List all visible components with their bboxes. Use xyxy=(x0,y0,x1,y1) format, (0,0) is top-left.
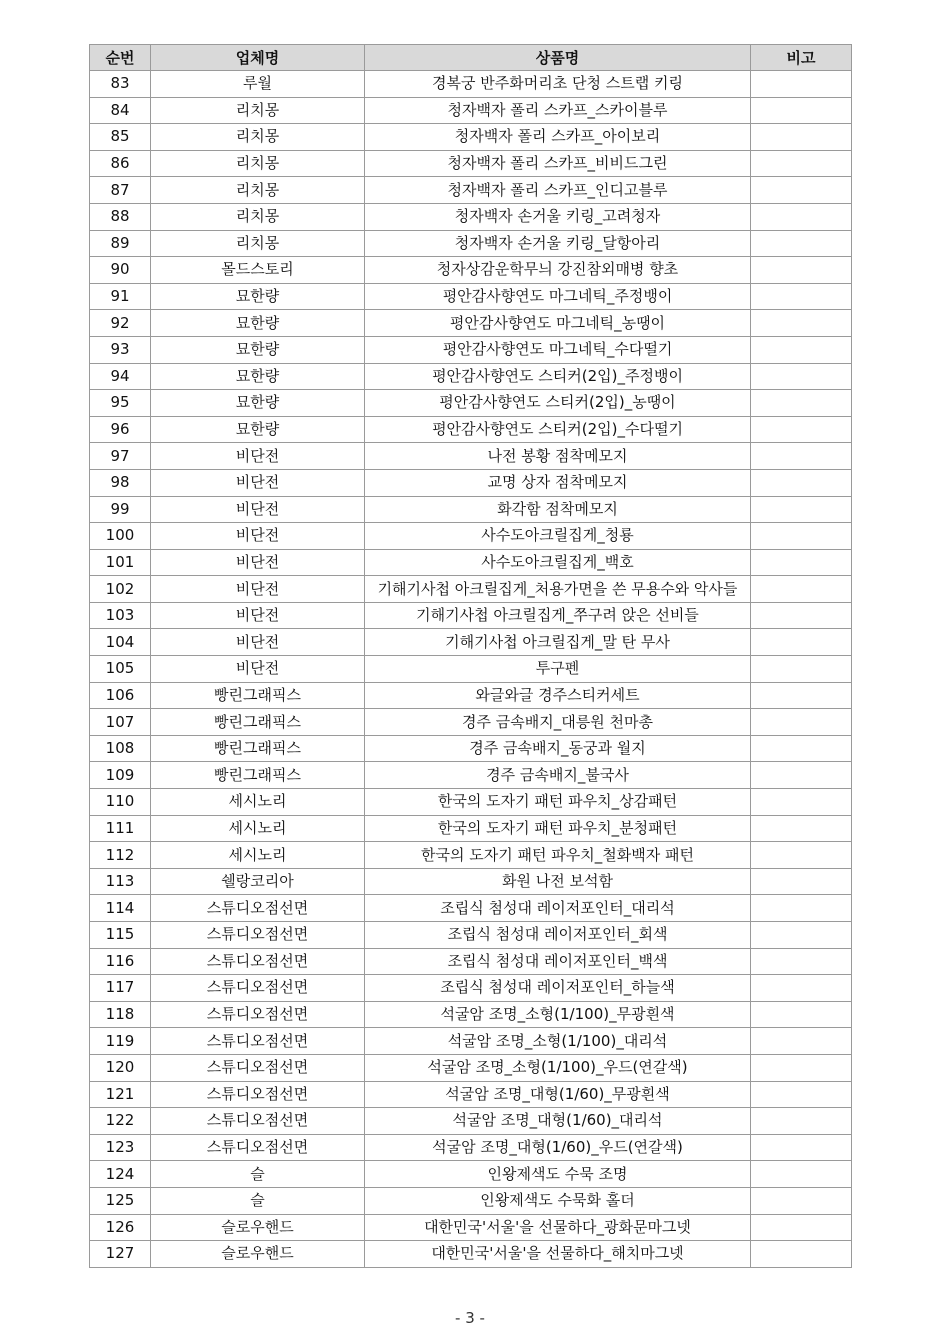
table-row xyxy=(90,682,852,709)
cell-note xyxy=(751,789,852,816)
table-row xyxy=(90,868,852,895)
table-row xyxy=(90,1054,852,1081)
cell-note xyxy=(751,1028,852,1055)
cell-company: 비단전 xyxy=(151,656,365,683)
cell-product: 평안감사향연도 마그네틱_주정뱅이 xyxy=(365,283,751,310)
cell-no: 103 xyxy=(90,602,151,629)
cell-product: 투구펜 xyxy=(365,656,751,683)
cell-note xyxy=(751,868,852,895)
cell-company: 비단전 xyxy=(151,443,365,470)
cell-company: 리치몽 xyxy=(151,150,365,177)
cell-product: 경주 금속배지_불국사 xyxy=(365,762,751,789)
cell-company: 묘한량 xyxy=(151,416,365,443)
cell-company: 묘한량 xyxy=(151,363,365,390)
cell-no: 126 xyxy=(90,1214,151,1241)
cell-product: 평안감사향연도 마그네틱_수다떨기 xyxy=(365,336,751,363)
cell-product: 평안감사향연도 스티커(2입)_농땡이 xyxy=(365,390,751,417)
table-row xyxy=(90,390,852,417)
cell-product: 청자상감운학무늬 강진참외매병 향초 xyxy=(365,257,751,284)
table-row xyxy=(90,1214,852,1241)
table-row xyxy=(90,496,852,523)
cell-company: 비단전 xyxy=(151,549,365,576)
cell-product: 석굴암 조명_소형(1/100)_대리석 xyxy=(365,1028,751,1055)
cell-no: 100 xyxy=(90,523,151,550)
cell-note xyxy=(751,177,852,204)
cell-no: 97 xyxy=(90,443,151,470)
cell-product: 인왕제색도 수묵 조명 xyxy=(365,1161,751,1188)
cell-company: 슬로우핸드 xyxy=(151,1214,365,1241)
cell-product: 기해기사첩 아크릴집게_처용가면을 쓴 무용수와 악사들 xyxy=(365,576,751,603)
table-row xyxy=(90,230,852,257)
cell-company: 비단전 xyxy=(151,523,365,550)
cell-product: 와글와글 경주스티커세트 xyxy=(365,682,751,709)
cell-no: 90 xyxy=(90,257,151,284)
cell-company: 빵린그래픽스 xyxy=(151,735,365,762)
table-row xyxy=(90,948,852,975)
cell-company: 스튜디오점선면 xyxy=(151,1134,365,1161)
table-row xyxy=(90,895,852,922)
table-row xyxy=(90,602,852,629)
cell-note xyxy=(751,656,852,683)
cell-no: 104 xyxy=(90,629,151,656)
table-row xyxy=(90,975,852,1002)
cell-no: 102 xyxy=(90,576,151,603)
cell-company: 리치몽 xyxy=(151,124,365,151)
cell-product: 평안감사향연도 스티커(2입)_주정뱅이 xyxy=(365,363,751,390)
cell-no: 93 xyxy=(90,336,151,363)
cell-company: 스튜디오점선면 xyxy=(151,895,365,922)
table-row xyxy=(90,762,852,789)
cell-product: 석굴암 조명_소형(1/100)_우드(연갈색) xyxy=(365,1054,751,1081)
cell-no: 122 xyxy=(90,1108,151,1135)
table-row xyxy=(90,1108,852,1135)
cell-note xyxy=(751,283,852,310)
table-row xyxy=(90,1001,852,1028)
cell-no: 124 xyxy=(90,1161,151,1188)
table-row xyxy=(90,1081,852,1108)
cell-company: 스튜디오점선면 xyxy=(151,1028,365,1055)
table-row xyxy=(90,549,852,576)
table-row xyxy=(90,1134,852,1161)
cell-product: 화원 나전 보석함 xyxy=(365,868,751,895)
cell-company: 세시노리 xyxy=(151,842,365,869)
table-row xyxy=(90,922,852,949)
cell-note xyxy=(751,815,852,842)
cell-product: 한국의 도자기 패턴 파우치_상감패턴 xyxy=(365,789,751,816)
table-row xyxy=(90,336,852,363)
cell-product: 경주 금속배지_동궁과 월지 xyxy=(365,735,751,762)
table-row xyxy=(90,469,852,496)
cell-product: 석굴암 조명_대형(1/60)_우드(연갈색) xyxy=(365,1134,751,1161)
cell-product: 조립식 첨성대 레이저포인터_대리석 xyxy=(365,895,751,922)
cell-company: 세시노리 xyxy=(151,789,365,816)
cell-no: 127 xyxy=(90,1241,151,1268)
cell-no: 112 xyxy=(90,842,151,869)
table-row xyxy=(90,735,852,762)
cell-no: 89 xyxy=(90,230,151,257)
cell-note xyxy=(751,975,852,1002)
cell-no: 105 xyxy=(90,656,151,683)
cell-product: 조립식 첨성대 레이저포인터_하늘색 xyxy=(365,975,751,1002)
table-row xyxy=(90,523,852,550)
cell-product: 기해기사첩 아크릴집게_말 탄 무사 xyxy=(365,629,751,656)
cell-no: 95 xyxy=(90,390,151,417)
cell-company: 리치몽 xyxy=(151,230,365,257)
table-row xyxy=(90,203,852,230)
table-row xyxy=(90,842,852,869)
table-row xyxy=(90,177,852,204)
cell-company: 묘한량 xyxy=(151,283,365,310)
cell-company: 묘한량 xyxy=(151,310,365,337)
cell-company: 슬 xyxy=(151,1161,365,1188)
cell-note xyxy=(751,71,852,98)
cell-no: 85 xyxy=(90,124,151,151)
cell-no: 88 xyxy=(90,203,151,230)
cell-note xyxy=(751,549,852,576)
cell-no: 120 xyxy=(90,1054,151,1081)
cell-company: 묘한량 xyxy=(151,390,365,417)
cell-note xyxy=(751,150,852,177)
header-row xyxy=(90,45,852,71)
cell-note xyxy=(751,496,852,523)
cell-company: 리치몽 xyxy=(151,97,365,124)
cell-no: 98 xyxy=(90,469,151,496)
table-row xyxy=(90,310,852,337)
cell-company: 비단전 xyxy=(151,576,365,603)
cell-note xyxy=(751,230,852,257)
table-row xyxy=(90,283,852,310)
cell-product: 한국의 도자기 패턴 파우치_분청패턴 xyxy=(365,815,751,842)
cell-company: 쉘랑코리아 xyxy=(151,868,365,895)
cell-company: 비단전 xyxy=(151,496,365,523)
cell-product: 사수도아크릴집게_청룡 xyxy=(365,523,751,550)
cell-note xyxy=(751,895,852,922)
cell-note xyxy=(751,762,852,789)
cell-note xyxy=(751,948,852,975)
cell-no: 114 xyxy=(90,895,151,922)
header-product: 상품명 xyxy=(365,45,751,71)
cell-company: 슬 xyxy=(151,1187,365,1214)
cell-product: 청자백자 폴리 스카프_비비드그린 xyxy=(365,150,751,177)
cell-no: 117 xyxy=(90,975,151,1002)
cell-no: 91 xyxy=(90,283,151,310)
cell-product: 청자백자 폴리 스카프_스카이블루 xyxy=(365,97,751,124)
cell-product: 조립식 첨성대 레이저포인터_백색 xyxy=(365,948,751,975)
cell-note xyxy=(751,922,852,949)
cell-company: 묘한량 xyxy=(151,336,365,363)
cell-note xyxy=(751,602,852,629)
cell-no: 121 xyxy=(90,1081,151,1108)
cell-company: 빵린그래픽스 xyxy=(151,762,365,789)
table-body xyxy=(90,71,852,1268)
cell-company: 스튜디오점선면 xyxy=(151,948,365,975)
cell-no: 116 xyxy=(90,948,151,975)
cell-product: 대한민국'서울'을 선물하다_해치마그넷 xyxy=(365,1241,751,1268)
cell-company: 스튜디오점선면 xyxy=(151,922,365,949)
cell-no: 118 xyxy=(90,1001,151,1028)
cell-product: 석굴암 조명_대형(1/60)_무광흰색 xyxy=(365,1081,751,1108)
table-row xyxy=(90,656,852,683)
cell-company: 스튜디오점선면 xyxy=(151,1108,365,1135)
cell-company: 빵린그래픽스 xyxy=(151,709,365,736)
cell-no: 123 xyxy=(90,1134,151,1161)
cell-company: 스튜디오점선면 xyxy=(151,1081,365,1108)
cell-note xyxy=(751,310,852,337)
cell-note xyxy=(751,363,852,390)
cell-company: 스튜디오점선면 xyxy=(151,975,365,1002)
cell-no: 113 xyxy=(90,868,151,895)
cell-product: 조립식 첨성대 레이저포인터_회색 xyxy=(365,922,751,949)
cell-no: 110 xyxy=(90,789,151,816)
cell-no: 111 xyxy=(90,815,151,842)
cell-note xyxy=(751,735,852,762)
cell-product: 대한민국'서울'을 선물하다_광화문마그넷 xyxy=(365,1214,751,1241)
cell-note xyxy=(751,257,852,284)
cell-company: 몰드스토리 xyxy=(151,257,365,284)
cell-no: 108 xyxy=(90,735,151,762)
table-row xyxy=(90,1187,852,1214)
cell-product: 인왕제색도 수묵화 홀더 xyxy=(365,1187,751,1214)
cell-no: 96 xyxy=(90,416,151,443)
cell-note xyxy=(751,416,852,443)
cell-note xyxy=(751,842,852,869)
cell-product: 석굴암 조명_대형(1/60)_대리석 xyxy=(365,1108,751,1135)
cell-company: 비단전 xyxy=(151,469,365,496)
cell-company: 리치몽 xyxy=(151,177,365,204)
cell-note xyxy=(751,390,852,417)
cell-no: 109 xyxy=(90,762,151,789)
cell-note xyxy=(751,523,852,550)
cell-company: 스튜디오점선면 xyxy=(151,1054,365,1081)
cell-company: 세시노리 xyxy=(151,815,365,842)
cell-product: 평안감사향연도 마그네틱_농땡이 xyxy=(365,310,751,337)
cell-note xyxy=(751,443,852,470)
header-company: 업체명 xyxy=(151,45,365,71)
cell-note xyxy=(751,1001,852,1028)
cell-no: 94 xyxy=(90,363,151,390)
cell-company: 빵린그래픽스 xyxy=(151,682,365,709)
table-row xyxy=(90,97,852,124)
cell-product: 한국의 도자기 패턴 파우치_철화백자 패턴 xyxy=(365,842,751,869)
table-row xyxy=(90,257,852,284)
cell-note xyxy=(751,709,852,736)
cell-no: 107 xyxy=(90,709,151,736)
page-number: - 3 - xyxy=(455,1309,485,1327)
cell-note xyxy=(751,1241,852,1268)
table-row xyxy=(90,1241,852,1268)
cell-company: 스튜디오점선면 xyxy=(151,1001,365,1028)
cell-note xyxy=(751,629,852,656)
cell-no: 92 xyxy=(90,310,151,337)
cell-product: 경복궁 반주화머리초 단청 스트랩 키링 xyxy=(365,71,751,98)
table-row xyxy=(90,363,852,390)
cell-no: 125 xyxy=(90,1187,151,1214)
table-row xyxy=(90,576,852,603)
cell-note xyxy=(751,1187,852,1214)
table-header xyxy=(90,45,852,71)
cell-no: 83 xyxy=(90,71,151,98)
cell-note xyxy=(751,1081,852,1108)
cell-product: 석굴암 조명_소형(1/100)_무광흰색 xyxy=(365,1001,751,1028)
cell-product: 교명 상자 점착메모지 xyxy=(365,469,751,496)
table-row xyxy=(90,1028,852,1055)
cell-company: 루월 xyxy=(151,71,365,98)
table-row xyxy=(90,124,852,151)
product-table xyxy=(89,44,852,1268)
cell-company: 비단전 xyxy=(151,629,365,656)
table-row xyxy=(90,789,852,816)
cell-product: 청자백자 폴리 스카프_인디고블루 xyxy=(365,177,751,204)
cell-no: 86 xyxy=(90,150,151,177)
cell-note xyxy=(751,576,852,603)
table-row xyxy=(90,71,852,98)
cell-no: 99 xyxy=(90,496,151,523)
table-row xyxy=(90,416,852,443)
header-note: 비고 xyxy=(751,45,852,71)
cell-note xyxy=(751,1161,852,1188)
cell-note xyxy=(751,203,852,230)
cell-note xyxy=(751,1134,852,1161)
cell-no: 87 xyxy=(90,177,151,204)
cell-product: 경주 금속배지_대릉원 천마총 xyxy=(365,709,751,736)
cell-note xyxy=(751,1108,852,1135)
cell-product: 나전 봉황 점착메모지 xyxy=(365,443,751,470)
cell-note xyxy=(751,1054,852,1081)
cell-note xyxy=(751,682,852,709)
cell-no: 84 xyxy=(90,97,151,124)
cell-no: 119 xyxy=(90,1028,151,1055)
table-row xyxy=(90,443,852,470)
cell-no: 101 xyxy=(90,549,151,576)
cell-product: 청자백자 손거울 키링_고려청자 xyxy=(365,203,751,230)
cell-note xyxy=(751,97,852,124)
table-row xyxy=(90,150,852,177)
cell-company: 슬로우핸드 xyxy=(151,1241,365,1268)
cell-no: 106 xyxy=(90,682,151,709)
cell-note xyxy=(751,336,852,363)
cell-product: 청자백자 폴리 스카프_아이보리 xyxy=(365,124,751,151)
header-no: 순번 xyxy=(90,45,151,71)
table-row xyxy=(90,709,852,736)
table-row xyxy=(90,1161,852,1188)
cell-product: 기해기사첩 아크릴집게_쭈구려 앉은 선비들 xyxy=(365,602,751,629)
cell-note xyxy=(751,469,852,496)
table-row xyxy=(90,629,852,656)
cell-company: 리치몽 xyxy=(151,203,365,230)
cell-product: 화각함 점착메모지 xyxy=(365,496,751,523)
cell-product: 평안감사향연도 스티커(2입)_수다떨기 xyxy=(365,416,751,443)
cell-product: 사수도아크릴집게_백호 xyxy=(365,549,751,576)
table-row xyxy=(90,815,852,842)
cell-product: 청자백자 손거울 키링_달항아리 xyxy=(365,230,751,257)
cell-company: 비단전 xyxy=(151,602,365,629)
cell-no: 115 xyxy=(90,922,151,949)
cell-note xyxy=(751,1214,852,1241)
cell-note xyxy=(751,124,852,151)
